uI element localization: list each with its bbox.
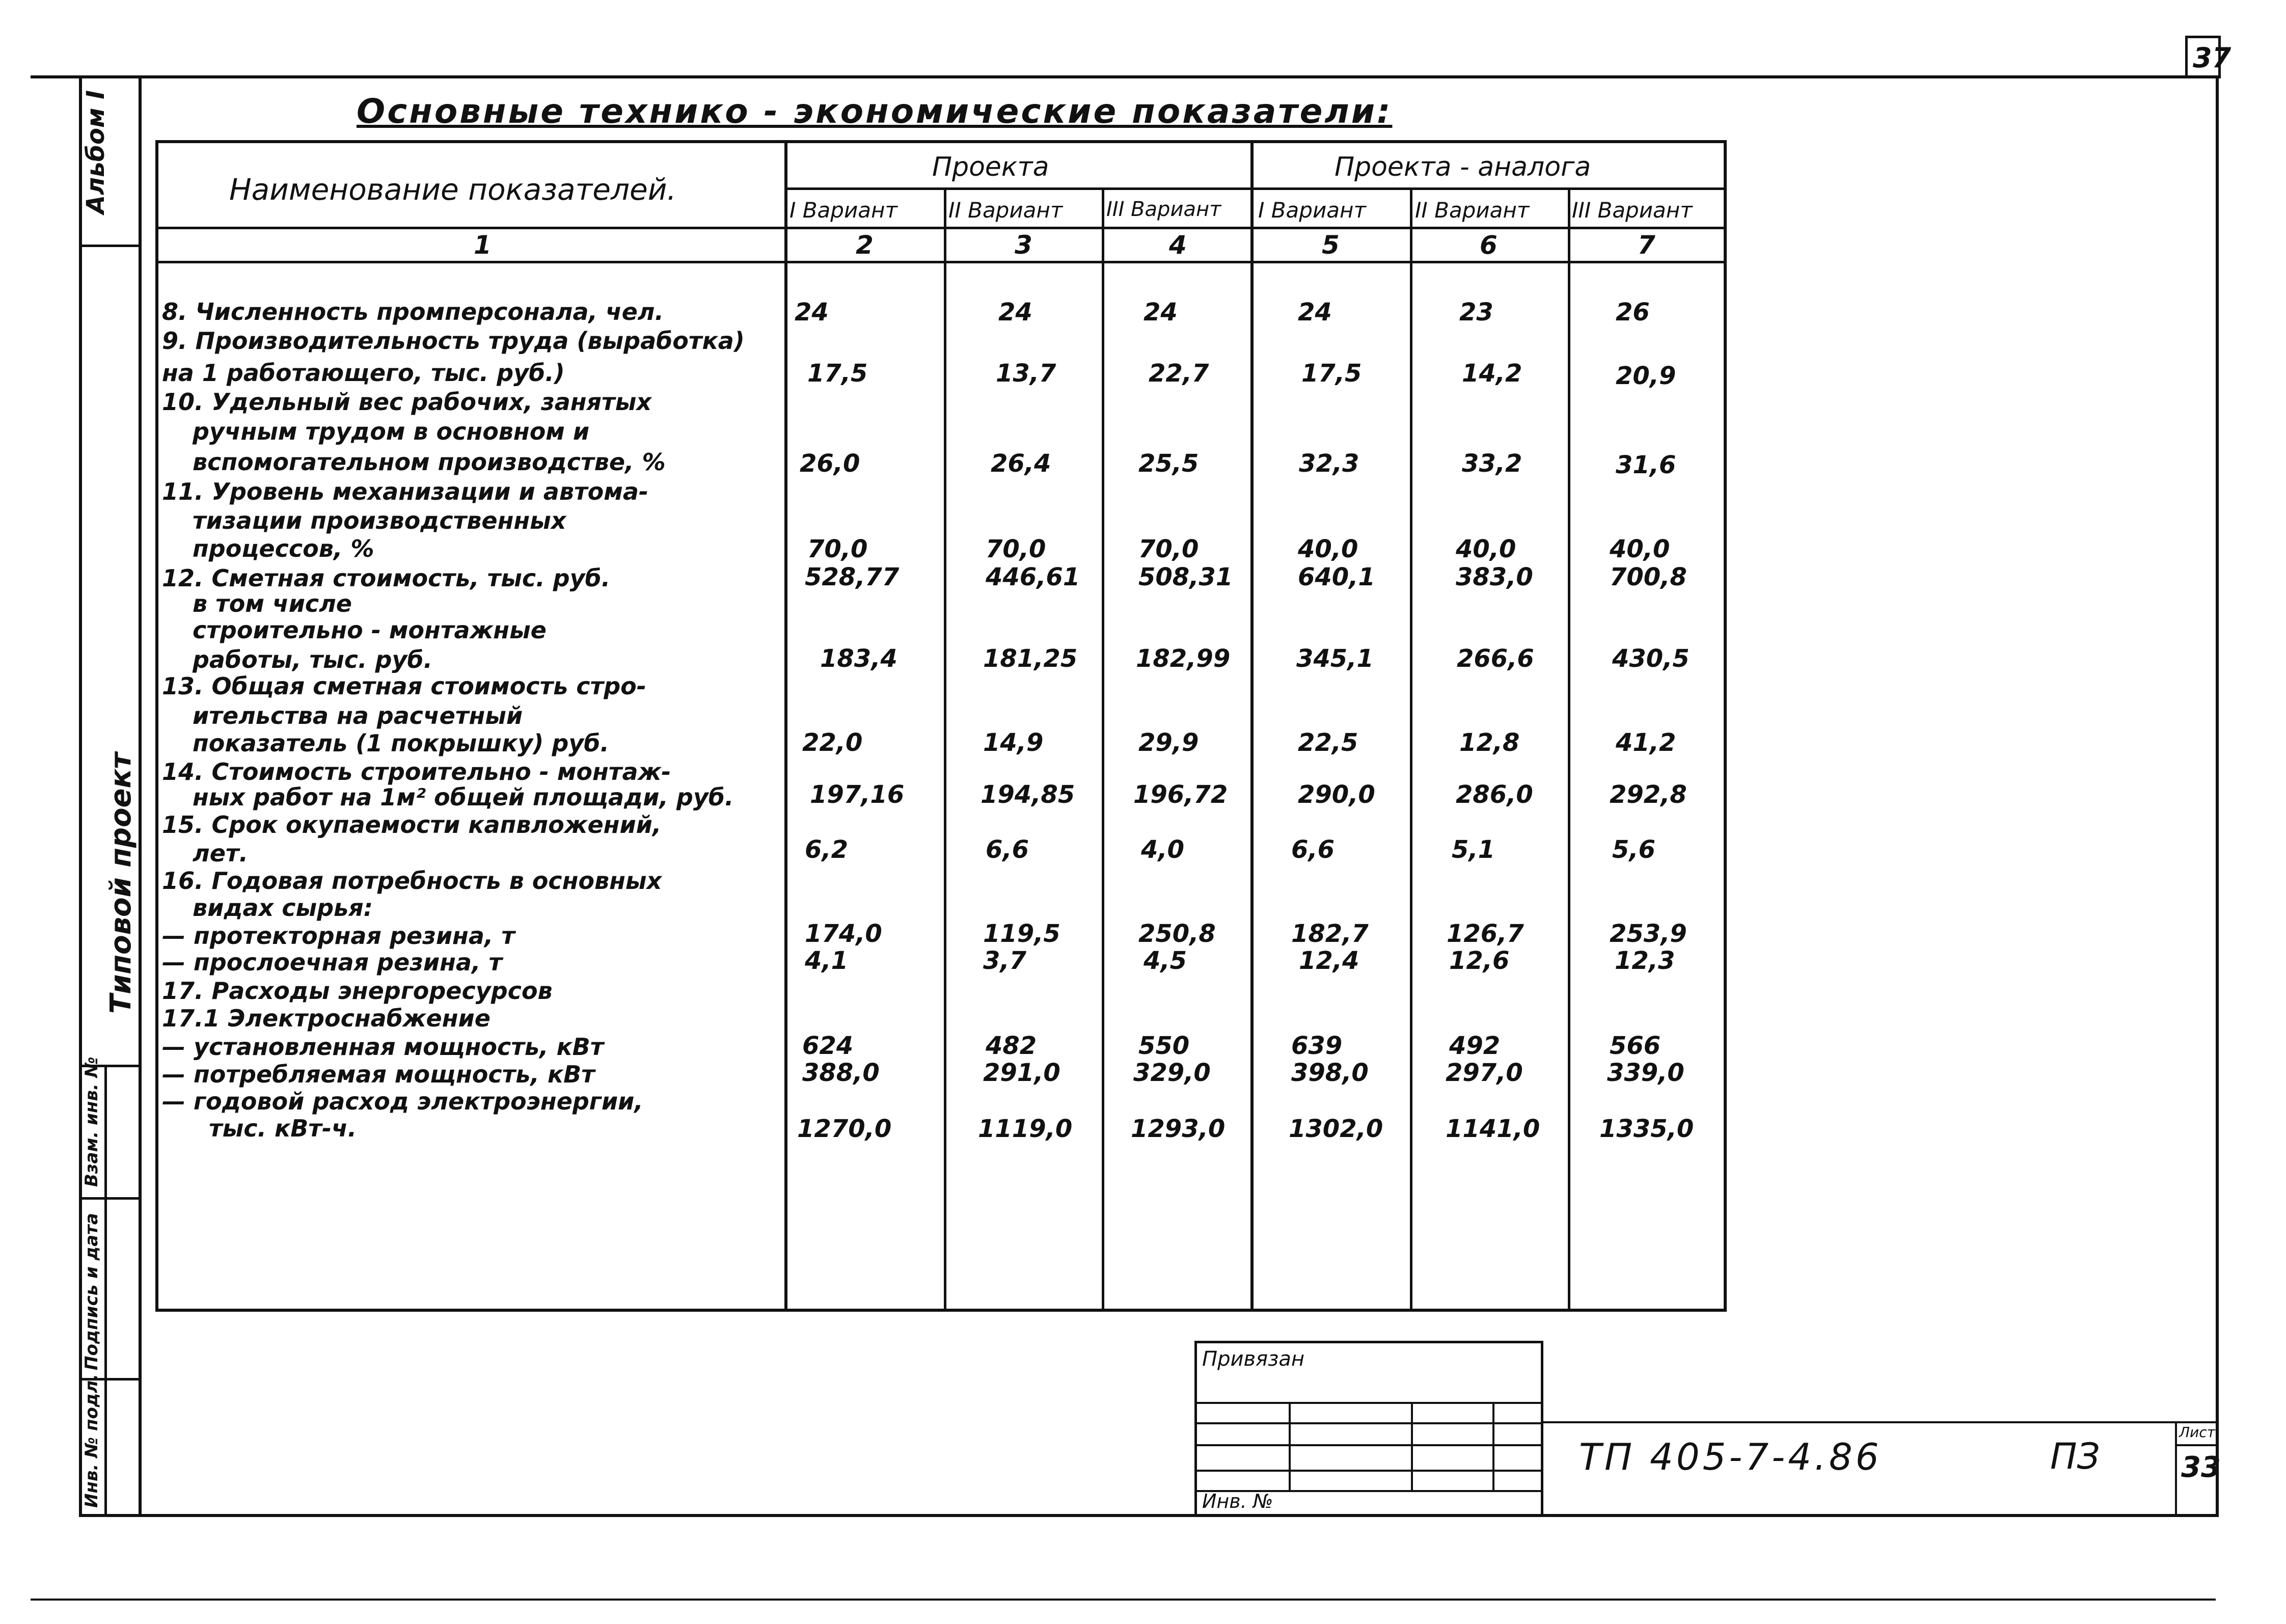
table-cell: 24 [1144,298,1178,327]
label-line: ручным трудом в основном и [193,418,590,445]
table-cell: 126,7 [1447,919,1524,948]
table-cell: 508,31 [1138,563,1233,591]
label-line: — установленная мощность, кВт [162,1033,604,1061]
table-cell: 40,0 [1610,535,1670,563]
table-cell: 70,0 [986,535,1046,563]
table-cell: 6,6 [986,835,1029,864]
table-cell: 22,5 [1298,728,1358,757]
table-cell: 1270,0 [797,1115,892,1143]
stamp-strip-sep1 [79,1197,142,1200]
project-type-label: Типовой проект [104,752,138,1014]
header-group-line [784,187,1727,190]
col-line-1 [784,140,787,1312]
table-cell: 174,0 [805,919,882,948]
stamp-strip-vline [104,1065,107,1515]
table-cell: 1293,0 [1131,1115,1226,1143]
table-cell: 194,85 [981,780,1075,809]
col-line-5 [1410,187,1412,1312]
right-border [2216,75,2219,1517]
top-border [31,75,2221,78]
table-cell: 550 [1138,1032,1190,1060]
table-cell: 26 [1616,298,1650,327]
table-cell: 266,6 [1457,644,1534,673]
label-line: процессов, % [193,535,374,562]
label-line: строительно - монтажные [193,616,547,644]
table-cell: 12,6 [1449,946,1510,975]
bottom-border [79,1514,2218,1517]
col-number-3: 3 [1015,230,1032,260]
col-number-4: 4 [1169,230,1187,260]
header-group-project: Проекта [932,152,1049,182]
table-cell: 181,25 [983,644,1078,673]
variant-header-4: I Вариант [1258,198,1366,223]
table-cell: 25,5 [1138,449,1199,478]
label-line: лет. [193,840,249,867]
stamp-label-sign-date: Подпись и дата [81,1213,102,1370]
label-line: 16. Годовая потребность в основных [162,867,662,895]
label-line: 12. Сметная стоимость, тыс. руб. [162,564,611,592]
album-label: Альбом I [81,90,110,214]
table-cell: 14,2 [1462,359,1522,388]
table-cell: 119,5 [983,919,1060,948]
table-cell: 13,7 [996,359,1056,388]
table-cell: 22,7 [1149,359,1209,388]
table-cell: 26,4 [991,449,1051,478]
table-cell: 639 [1291,1032,1343,1060]
label-line: вспомогательном производстве, % [193,448,666,476]
table-cell: 700,8 [1610,563,1687,591]
table-cell: 6,6 [1291,835,1335,864]
table-cell: 1335,0 [1599,1115,1694,1143]
col-number-6: 6 [1480,230,1498,260]
table-cell: 17,5 [807,359,868,388]
table-cell: 398,0 [1291,1059,1369,1087]
table-cell: 383,0 [1456,563,1533,591]
table-cell: 197,16 [810,780,905,809]
label-line: — потребляемая мощность, кВт [162,1061,595,1088]
table-cell: 4,1 [805,946,849,975]
list-box-left [2175,1421,2177,1515]
col-line-6 [1568,187,1570,1312]
table-cell: 388,0 [802,1059,880,1087]
table-cell: 182,7 [1291,919,1369,948]
label-line: 17. Расходы энергоресурсов [162,977,553,1005]
header-number-line [155,261,1727,263]
label-line: в том числе [193,590,352,617]
label-line: работы, тыс. руб. [193,646,432,673]
table-cell: 339,0 [1607,1059,1684,1087]
table-cell: 24 [1298,298,1332,327]
label-line: — протекторная резина, т [162,922,515,950]
table-cell: 291,0 [983,1059,1060,1087]
table-cell: 183,4 [820,644,897,673]
table-cell: 446,61 [986,563,1080,591]
table-cell: 29,9 [1138,728,1199,757]
table-cell: 12,4 [1299,946,1359,975]
table-cell: 290,0 [1298,780,1375,809]
table-cell: 292,8 [1610,780,1687,809]
stamp-label-replace-inv: Взам. инв. № [81,1057,102,1187]
label-line: 17.1 Электроснабжение [162,1005,491,1032]
label-line: 8. Численность промперсонала, чел. [162,298,664,326]
table-cell: 253,9 [1610,919,1687,948]
table-cell: 20,9 [1616,362,1676,390]
table-cell: 329,0 [1133,1059,1211,1087]
stamp-vline-2 [1411,1402,1413,1492]
col-number-5: 5 [1322,230,1340,260]
margin-album-sep [79,245,142,247]
title-block-top [1541,1421,2218,1423]
table-cell: 182,99 [1136,644,1231,673]
col-number-7: 7 [1638,230,1655,260]
label-line: ных работ на 1м² общей площади, руб. [193,783,734,811]
table-cell: 22,0 [802,728,863,757]
stamp-hline-4 [1194,1470,1543,1472]
table-cell: 430,5 [1612,644,1690,673]
stamp-hline-3 [1194,1444,1543,1446]
table-cell: 1302,0 [1289,1115,1383,1143]
label-line: видах сырья: [193,894,373,922]
table-cell: 624 [802,1032,854,1060]
stamp-inv-no: Инв. № [1202,1490,1273,1512]
stamp-label-orig-inv: Инв. № подл. [81,1373,102,1508]
table-cell: 640,1 [1298,563,1375,591]
table-cell: 286,0 [1456,780,1533,809]
label-line: 15. Срок окупаемости капвложений, [162,811,662,838]
table-cell: 566 [1610,1032,1661,1060]
table-cell: 250,8 [1138,919,1216,948]
table-cell: 12,8 [1459,728,1520,757]
table-cell: 482 [986,1032,1037,1060]
table-cell: 4,0 [1141,835,1185,864]
list-box-sep [2175,1444,2218,1446]
sheet-corner-number: 37 [2193,42,2231,74]
stamp-vline-3 [1492,1402,1494,1492]
table-cell: 14,9 [983,728,1044,757]
table-cell: 196,72 [1133,780,1228,809]
table-cell: 70,0 [1138,535,1199,563]
corner-box-top [2185,36,2221,38]
header-variant-line [155,227,1727,229]
table-cell: 23 [1459,298,1493,327]
variant-header-2: II Вариант [948,198,1063,223]
corner-box-left [2185,36,2188,78]
label-line: 11. Уровень механизации и автома- [162,478,648,505]
table-cell: 26,0 [800,449,860,478]
table-cell: 4,5 [1144,946,1187,975]
table-cell: 24 [795,298,829,327]
table-cell: 24 [998,298,1032,327]
table-cell: 12,3 [1615,946,1675,975]
label-line: показатель (1 покрышку) руб. [193,729,609,757]
table-cell: 5,1 [1452,835,1495,864]
table-cell: 70,0 [807,535,868,563]
stamp-hline-1 [1194,1402,1543,1404]
table-cell: 40,0 [1456,535,1516,563]
label-line: на 1 работающего, тыс. руб.) [162,359,565,387]
stamp-vline-1 [1289,1402,1291,1492]
label-line: 13. Общая сметная стоимость стро- [162,672,646,700]
col-line-3 [1102,187,1104,1312]
table-cell: 33,2 [1462,449,1522,478]
variant-header-3: III Вариант [1106,198,1221,221]
header-group-analog: Проекта - аналога [1335,152,1591,182]
outer-bottom-line [31,1599,2216,1601]
list-label: Лист [2179,1424,2215,1441]
label-line: — прослоечная резина, т [162,949,503,976]
variant-header-5: II Вариант [1415,198,1530,223]
variant-header-1: I Вариант [790,198,897,223]
table-cell: 31,6 [1616,451,1676,479]
col-line-4 [1250,140,1254,1312]
label-line: ительства на расчетный [193,702,523,729]
table-cell: 492 [1449,1032,1501,1060]
list-number: 33 [2181,1451,2221,1484]
header-name: Наименование показателей. [229,172,676,207]
label-line: 14. Стоимость строительно - монтаж- [162,758,671,786]
col-line-2 [944,187,946,1312]
stamp-hline-2 [1194,1422,1543,1424]
col-number-1: 1 [474,230,492,260]
col-number-2: 2 [856,230,874,260]
label-line: — годовой расход электроэнергии, [162,1088,643,1115]
stamp-top [1194,1341,1543,1343]
table-cell: 528,77 [805,563,900,591]
label-line: тыс. кВт-ч. [209,1115,357,1142]
section-code: ПЗ [2050,1436,2100,1477]
table-cell: 17,5 [1301,359,1362,388]
label-line: 10. Удельный вес рабочих, занятых [162,388,651,416]
inner-left-border [139,75,142,1517]
table-cell: 1119,0 [978,1115,1073,1143]
table-cell: 40,0 [1298,535,1358,563]
variant-header-6: III Вариант [1572,198,1693,223]
table-cell: 41,2 [1616,728,1676,757]
table-cell: 6,2 [805,835,849,864]
table-cell: 297,0 [1446,1059,1523,1087]
page-title: Основные технико - экономические показатели: [357,92,1393,131]
stamp-privyazan: Привязан [1202,1347,1305,1371]
label-line: тизации производственных [193,507,566,534]
table-cell: 5,6 [1612,835,1656,864]
table-cell: 345,1 [1296,644,1374,673]
table-cell: 32,3 [1299,449,1359,478]
table-cell: 1141,0 [1446,1115,1540,1143]
doc-code: ТП 405-7-4.86 [1579,1436,1882,1478]
table-cell: 3,7 [983,946,1027,975]
label-line: 9. Производительность труда (выработка) [162,327,745,355]
